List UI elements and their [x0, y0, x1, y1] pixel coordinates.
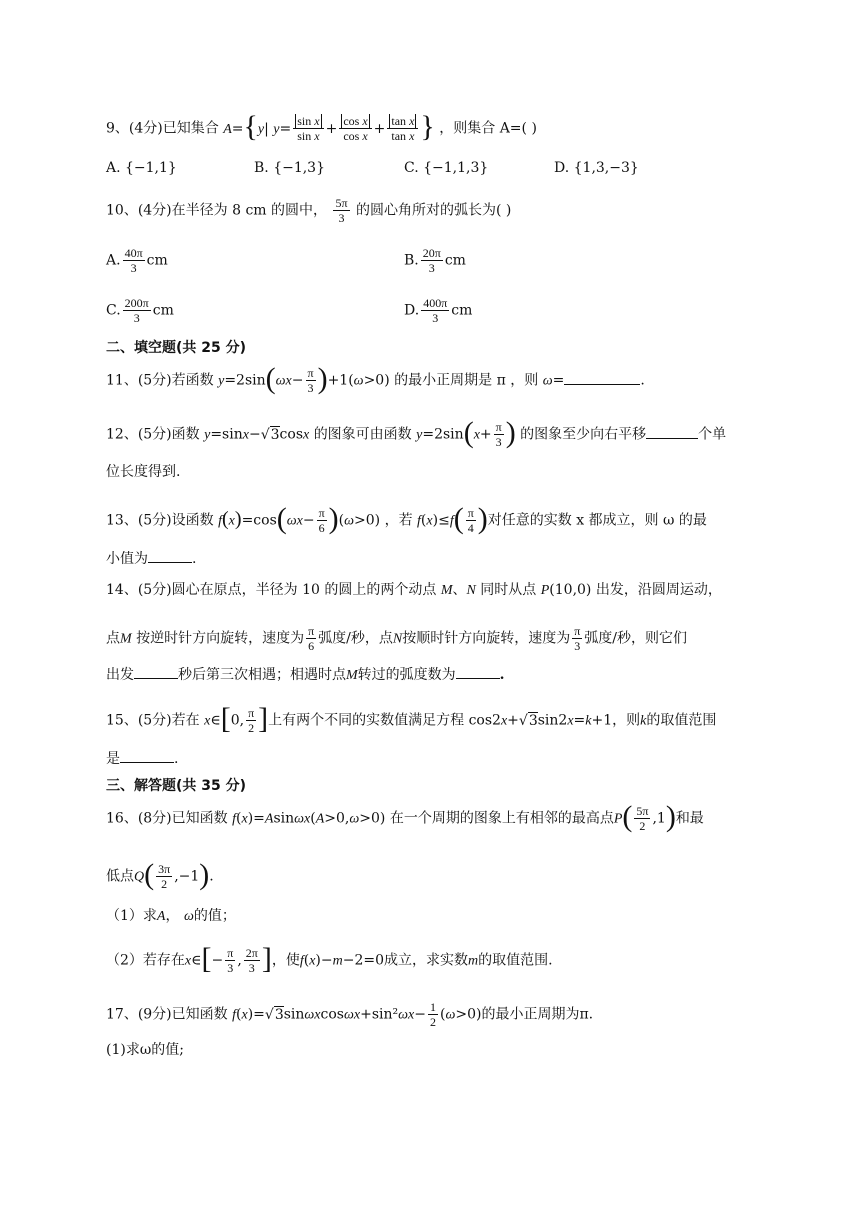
q15-continued: 是 . [106, 748, 178, 769]
q10-prefix: 10、(4分)在半径为 8 cm 的圆中， [106, 202, 328, 219]
question-17: 17、(9分)已知函数 f(x)=√3sinωxcosωx+sin²ωx− $\frac{1}{2}$ (ω>0)的最小正周期为π. [106, 1000, 594, 1029]
question-14: 14、(5分)圆心在原点，半径为 10 的圆上的两个动点 M、N 同时从点 P(10,0) 出发，沿圆周运动， [106, 582, 722, 598]
question-11: 11、(5分)若函数 y=2sin(ωx− $\frac{\pi}{3}$ )+1(ω>0) 的最小正周期是 π ，则 ω= . [106, 361, 645, 395]
q14-answer-blank-2[interactable] [456, 664, 500, 679]
question-9 [106, 109, 537, 143]
q9-option-a[interactable]: A. {−1,1} [106, 160, 177, 176]
q16-middle: 在一个周期的图象上有相邻的最高点 [389, 810, 614, 827]
q16-part1b: 的值； [193, 908, 236, 924]
q12-continued: 位长度得到. [106, 464, 181, 480]
q16-line2: 低点Q( $\frac{3\pi}{2}$ ,−1). [106, 857, 214, 891]
q16-part1a: （1）求 [106, 908, 157, 924]
question-10: 10、(4分)在半径为 8 cm 的圆中， $\frac{5\pi}{3}$ 的圆心角所对的弧长为( ) [106, 196, 512, 225]
q15-prefix: 15、(5分)若在 [106, 712, 200, 729]
q13-middle: ，若 [384, 512, 413, 529]
q13-prefix: 13、(5分)设函数 [106, 512, 214, 529]
q15-line2: 是 [106, 751, 120, 767]
q17-part-1: (1)求ω的值; [106, 1042, 184, 1058]
q15-suffix2: 的取值范围 [646, 712, 717, 729]
q10-option-b[interactable]: B. $\frac{20\pi}{3}$ cm [404, 246, 466, 275]
q16-part2a: （2）若存在 [106, 952, 185, 969]
question-13: 13、(5分)设函数 f(x)=cos(ωx− $\frac{\pi}{6}$ )(ω>0) ，若 f(x)≤f( $\frac{\pi}{4}$ )对任意的实数 x 都成立，则 ω 的最 [106, 501, 707, 535]
q12-prefix: 12、(5分)函数 [106, 426, 200, 443]
q14-line3: 出发 秒后第三次相遇；相遇时点M转过的弧度数为 . [106, 664, 505, 686]
q16-prefix: 16、(8分)已知函数 [106, 810, 228, 827]
q9-option-b[interactable]: B. {−1,3} [254, 160, 325, 176]
section-2-heading: 二、填空题(共 25 分) [106, 340, 247, 356]
q10-option-a[interactable]: A. $\frac{40\pi}{3}$ cm [106, 246, 168, 275]
q14-middle: 同时从点 [480, 582, 537, 598]
q14-l3a: 出发 [106, 667, 134, 683]
q15-suffix: ，则 [612, 712, 641, 729]
q12-tail: 个单 [698, 426, 727, 443]
q11-prefix: 11、(5分)若函数 [106, 372, 214, 389]
question-15: 15、(5分)若在 x∈[0, $\frac{\pi}{2}$ ]上有两个不同的实数值满足方程 cos2x+√3sin2x=k+1，则k的取值范围 [106, 701, 717, 735]
q14-answer-blank-1[interactable] [134, 664, 178, 679]
q16-part2d: 的取值范围. [478, 952, 553, 969]
question-16: 16、(8分)已知函数 f(x)=Asinωx(A>0,ω>0) 在一个周期的图象上有相邻的最高点P( $\frac{5\pi}{2}$ ,1)和最 [106, 799, 704, 833]
q14-line2: 点M 按逆时针方向旋转，速度为 $\frac{\pi}{6}$ 弧度/秒，点N按顺时针方向旋转，速度为 $\frac{\pi}{3}$ 弧度/秒，则它们 [106, 624, 688, 653]
q11-middle: 的最小正周期是 π ，则 [394, 372, 539, 389]
q16-part-1: （1）求A， ω的值； [106, 908, 236, 924]
q14-l2b: 按逆时针方向旋转，速度为 [136, 630, 305, 647]
question-12: 12、(5分)函数 y=sinx−√3cosx 的图象可由函数 y=2sin(x+ $\frac{\pi}{3}$ ) 的图象至少向右平移 个单 [106, 415, 727, 449]
q16-part2c: 成立，求实数 [384, 952, 469, 969]
q9-prefix: 9、(4分)已知集合 [106, 120, 219, 137]
q13-line2: 小值为 [106, 551, 148, 567]
q14-l2a: 点 [106, 630, 120, 647]
q10-suffix: 的圆心角所对的弧长为( ) [356, 202, 512, 219]
q9-option-c[interactable]: C. {−1,1,3} [404, 160, 489, 176]
q15-middle: 上有两个不同的实数值满足方程 [268, 712, 465, 729]
q16-part2b: ，使 [271, 952, 300, 969]
q17-suffix: 的最小正周期为π. [481, 1006, 594, 1023]
q11-answer-blank[interactable] [564, 370, 640, 385]
q9-suffix: ，则集合 A=( ) [439, 120, 537, 137]
q14-l2d: 按顺时针方向旋转，速度为 [402, 630, 571, 647]
q15-answer-blank[interactable] [120, 748, 174, 763]
q14-prefix: 14、(5分)圆心在原点，半径为 10 的圆上的两个动点 [106, 582, 437, 598]
q14-l3c: 转过的弧度数为 [357, 667, 456, 683]
q10-option-d[interactable]: D. $\frac{400\pi}{3}$ cm [404, 296, 473, 325]
q14-l2c: 弧度/秒，点 [318, 630, 393, 647]
q12-middle: 的图象可由函数 [313, 426, 412, 443]
q16-suffix: 和最 [675, 810, 704, 827]
q9-math: A={y| y= $\frac{\text{sin x}}{\text{sin x}}$ + $\frac{\text{cos x}}{\text{cos x}}$ + $\frac{\text{tan x}}{\text{tan x}}$ } [223, 109, 435, 143]
q16-line2-text: 低点 [106, 868, 134, 885]
q12-suffix: 的图象至少向右平移 [520, 426, 647, 443]
q13-continued: 小值为 . [106, 548, 196, 569]
q16-part-2: （2）若存在x∈[− $\frac{\pi}{3}$ , $\frac{2\pi}{3}$ ]，使f(x)−m−2=0成立，求实数m的取值范围. [106, 941, 553, 975]
q13-answer-blank[interactable] [148, 548, 192, 563]
q17-prefix: 17、(9分)已知函数 [106, 1006, 228, 1023]
q9-option-d[interactable]: D. {1,3,−3} [554, 160, 639, 176]
q14-suffix: 出发，沿圆周运动， [595, 582, 722, 598]
q14-l2e: 弧度/秒，则它们 [584, 630, 688, 647]
q14-l3b: 秒后第三次相遇；相遇时点 [178, 667, 346, 683]
q10-option-c[interactable]: C. $\frac{200\pi}{3}$ cm [106, 296, 174, 325]
section-3-heading: 三、解答题(共 35 分) [106, 778, 247, 794]
q13-suffix: 对任意的实数 x 都成立，则 ω 的最 [487, 512, 707, 529]
q12-answer-blank[interactable] [646, 424, 698, 439]
